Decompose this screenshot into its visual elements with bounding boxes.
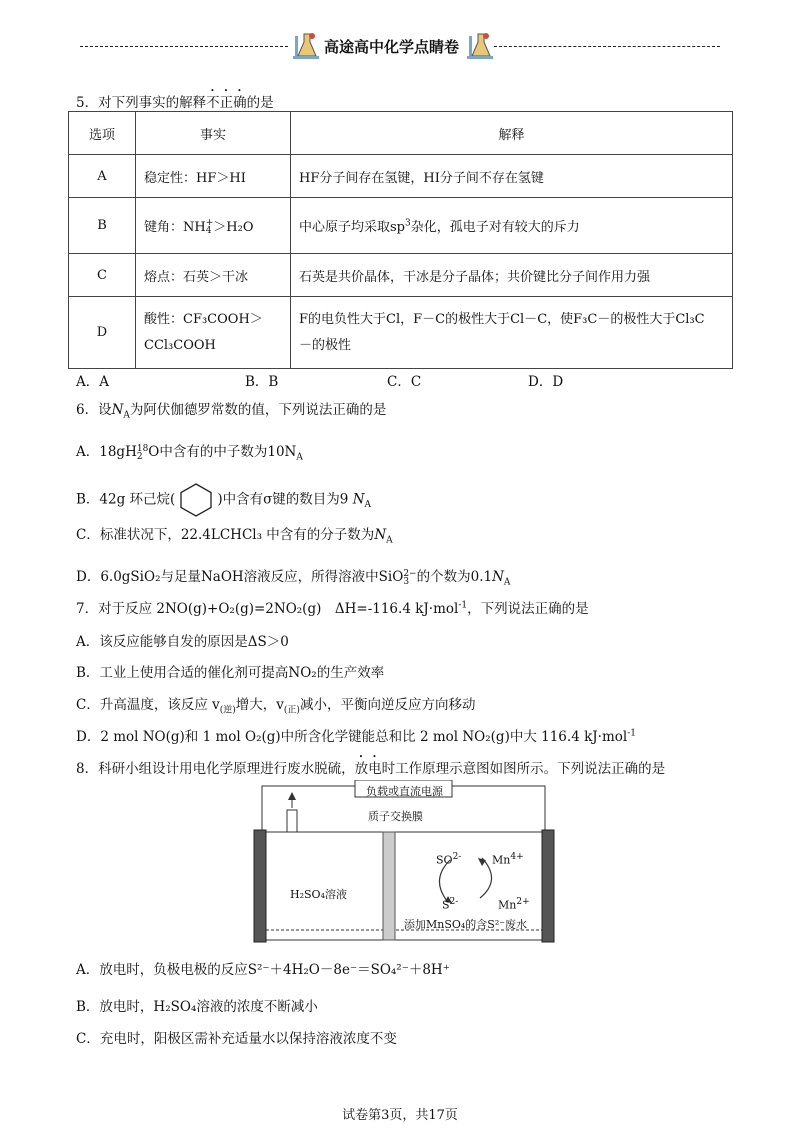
table-header-cell: 选项: [69, 112, 136, 155]
table-cell-option: D: [69, 297, 136, 369]
q5-option-c[interactable]: C．C: [387, 374, 422, 390]
table-cell-fact: 键角：NH + 4 ＞H₂O: [136, 198, 291, 254]
q8-option-a[interactable]: A．放电时，负极电极的反应S²⁻＋4H₂O－8e⁻＝SO₄²⁻＋8H⁺: [76, 962, 450, 978]
q5-option-b[interactable]: B．B: [245, 374, 279, 390]
cyclohexane-icon: [177, 482, 215, 518]
q8-option-b[interactable]: B．放电时，H₂SO₄溶液的浓度不断减小: [76, 999, 318, 1015]
q7-option-a[interactable]: A．该反应能够自发的原因是ΔS＞0: [76, 634, 289, 650]
table-header-row: [69, 112, 733, 155]
table-row: [69, 198, 733, 254]
q7-option-b[interactable]: B．工业上使用合适的催化剂可提高NO₂的生产效率: [76, 665, 385, 681]
q6-option-c[interactable]: C．标准状况下，22.4LCHCl₃ 中含有的分子数为$N_A$: [76, 527, 393, 546]
q5-table: [68, 111, 733, 369]
q6-option-d[interactable]: D．6.0gSiO₂与足量NaOH溶液反应，所得溶液中SiO 2− 3 的个数为$0.1N_A$: [76, 568, 511, 588]
diagram-species-s2: $S^{2-}$: [442, 897, 459, 912]
diagram-species-mn2: $Mn^{2+}$: [498, 897, 530, 912]
lab-flask-icon: [292, 30, 320, 62]
table-cell-fact: 熔点：石英＞干冰: [136, 254, 291, 297]
table-cell-option: B: [69, 198, 136, 254]
q5-option-a[interactable]: A．A: [76, 374, 109, 390]
q6-stem: 6．设$N_A$为阿伏伽德罗常数的值，下列说法正确的是: [76, 402, 387, 421]
page-footer: 试卷第3页，共17页: [342, 1108, 458, 1123]
q6-option-a[interactable]: A．18gH 18 2 O中含有的中子数为$10N_A$: [76, 443, 303, 463]
diagram-species-mn4: $Mn^{4+}$: [492, 852, 524, 867]
table-header-cell: 解释: [291, 112, 733, 155]
lab-flask-icon: [466, 30, 494, 62]
table-cell-explanation: HF分子间存在氢键，HI分子间不存在氢键: [291, 155, 733, 198]
header-title: 高途高中化学点睛卷: [324, 38, 460, 56]
q7-option-c[interactable]: C．升高温度，该反应 $v_{(逆)}$增大，$v_{(正)}$减小，平衡向逆反应方向移动: [76, 697, 476, 716]
table-cell-fact: 稳定性：HF＞HI: [136, 155, 291, 198]
table-cell-explanation: 中心原子均采取$sp^3$杂化，孤电子对有较大的斥力: [291, 198, 733, 254]
header-dash-left: [80, 46, 288, 47]
diagram-left-solution: H₂SO₄溶液: [290, 888, 347, 901]
q6-option-b[interactable]: B．42g 环己烷( )中含有σ键的数目为9 $N_A$: [76, 482, 371, 518]
diagram-right-solution: 添加MnSO₄的含S²⁻废水: [404, 918, 528, 931]
q8-option-c[interactable]: C．充电时，阳极区需补充适量水以保持溶液浓度不变: [76, 1031, 397, 1047]
q8-stem: 8．科研小组设计用电化学原理进行废水脱硫，放电时工作原理示意图如图所示。下列说法正确的是: [76, 761, 666, 777]
table-row: [69, 155, 733, 198]
q7-option-d[interactable]: D．2 mol NO(g)和 1 mol O₂(g)中所含化学键能总和比 2 mol NO₂(g)中大 116.4 kJ·mol$^{-1}$: [76, 728, 636, 745]
table-row: [69, 254, 733, 297]
q5-stem: 5．对下列事实的解释不正确的是: [76, 95, 274, 111]
diagram-power-label: 负载或直流电源: [366, 785, 443, 798]
table-cell-fact: 酸性：CF₃COOH＞ CCl₃COOH: [136, 297, 291, 369]
table-cell-explanation: F的电负性大于Cl，F－C的极性大于Cl－C，使F₃C－的极性大于Cl₃C －的极性: [291, 297, 733, 369]
q5-option-d[interactable]: D．D: [528, 374, 564, 390]
table-cell-option: C: [69, 254, 136, 297]
table-cell-option: A: [69, 155, 136, 198]
diagram-membrane-label: 质子交换膜: [368, 810, 423, 823]
table-cell-explanation: 石英是共价晶体，干冰是分子晶体；共价键比分子间作用力强: [291, 254, 733, 297]
table-row: [69, 297, 733, 369]
q7-stem: 7．对于反应 2NO(g)+O₂(g)=2NO₂(g) ΔH=-116.4 kJ·mol$^{-1}$，下列说法正确的是: [76, 600, 589, 617]
table-header-cell: 事实: [136, 112, 291, 155]
header-dash-right: [494, 46, 720, 47]
diagram-species-so4: $SO^{2-}$: [436, 852, 462, 867]
